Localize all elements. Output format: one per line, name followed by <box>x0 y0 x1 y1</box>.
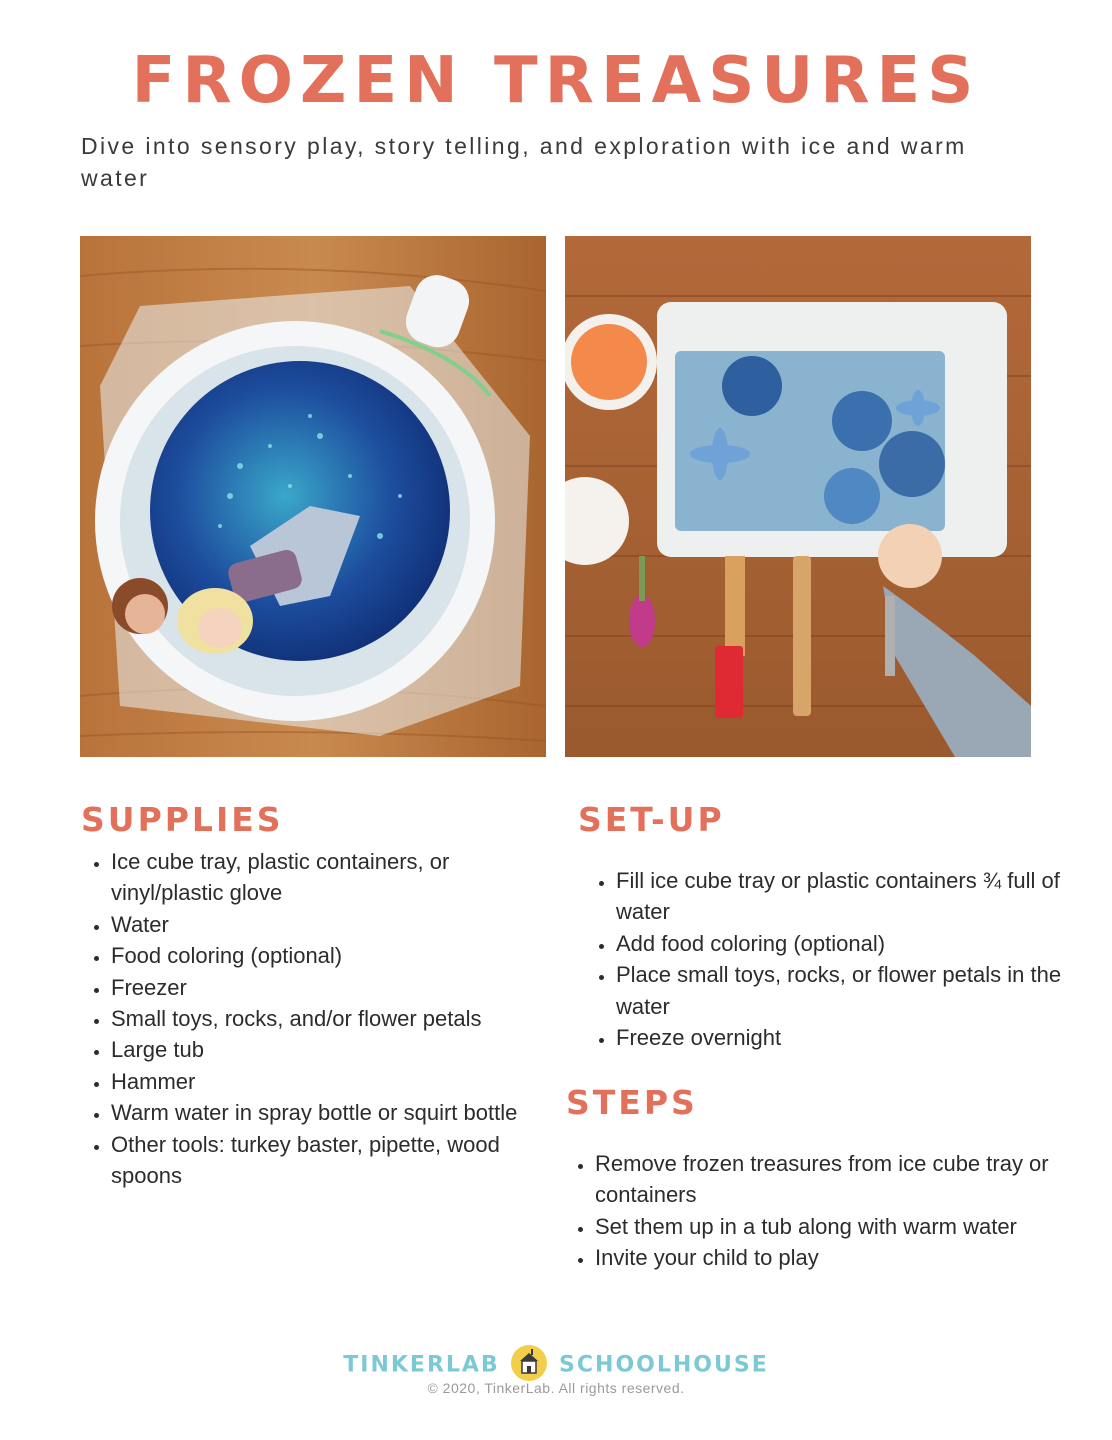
setup-list <box>586 865 1066 1053</box>
steps-list <box>565 1148 1070 1274</box>
page-title: FROZEN TREASURES <box>131 44 981 118</box>
list-item: • Place small toys, rocks, or flower petals in the water <box>616 959 1066 1022</box>
brand-right: SCHOOLHOUSE <box>559 1352 769 1378</box>
list-item: • Fill ice cube tray or plastic containers ¾ full of water <box>616 865 1066 928</box>
list-item: • Water <box>111 909 551 940</box>
page-subtitle: Dive into sensory play, story telling, and exploration with ice and warm water <box>81 133 967 191</box>
supplies-heading: SUPPLIES <box>81 800 284 839</box>
list-item: • Set them up in a tub along with warm water <box>595 1211 1070 1242</box>
photo-play-tub-setup <box>565 236 1031 757</box>
list-item: • Hammer <box>111 1066 551 1097</box>
supplies-list <box>81 846 551 1191</box>
list-item: • Small toys, rocks, and/or flower petals <box>111 1003 551 1034</box>
list-item: • Freeze overnight <box>616 1022 1066 1053</box>
photo-frozen-toys-bucket <box>80 236 546 757</box>
list-item: • Large tub <box>111 1034 551 1065</box>
list-item: • Other tools: turkey baster, pipette, wood spoons <box>111 1129 551 1192</box>
list-item: • Remove frozen treasures from ice cube tray or containers <box>595 1148 1070 1211</box>
list-item: • Add food coloring (optional) <box>616 928 1066 959</box>
copyright: © 2020, TinkerLab. All rights reserved. <box>427 1380 685 1396</box>
list-item: • Freezer <box>111 972 551 1003</box>
list-item: • Warm water in spray bottle or squirt bottle <box>111 1097 551 1128</box>
setup-heading: SET-UP <box>578 800 725 839</box>
footer-brand <box>0 1347 1112 1383</box>
schoolhouse-logo-icon <box>511 1345 547 1381</box>
list-item: • Invite your child to play <box>595 1242 1070 1273</box>
list-item: • Ice cube tray, plastic containers, or vinyl/plastic glove <box>111 846 551 909</box>
steps-heading: STEPS <box>566 1083 698 1122</box>
brand-left: TINKERLAB <box>343 1352 500 1378</box>
list-item: • Food coloring (optional) <box>111 940 551 971</box>
